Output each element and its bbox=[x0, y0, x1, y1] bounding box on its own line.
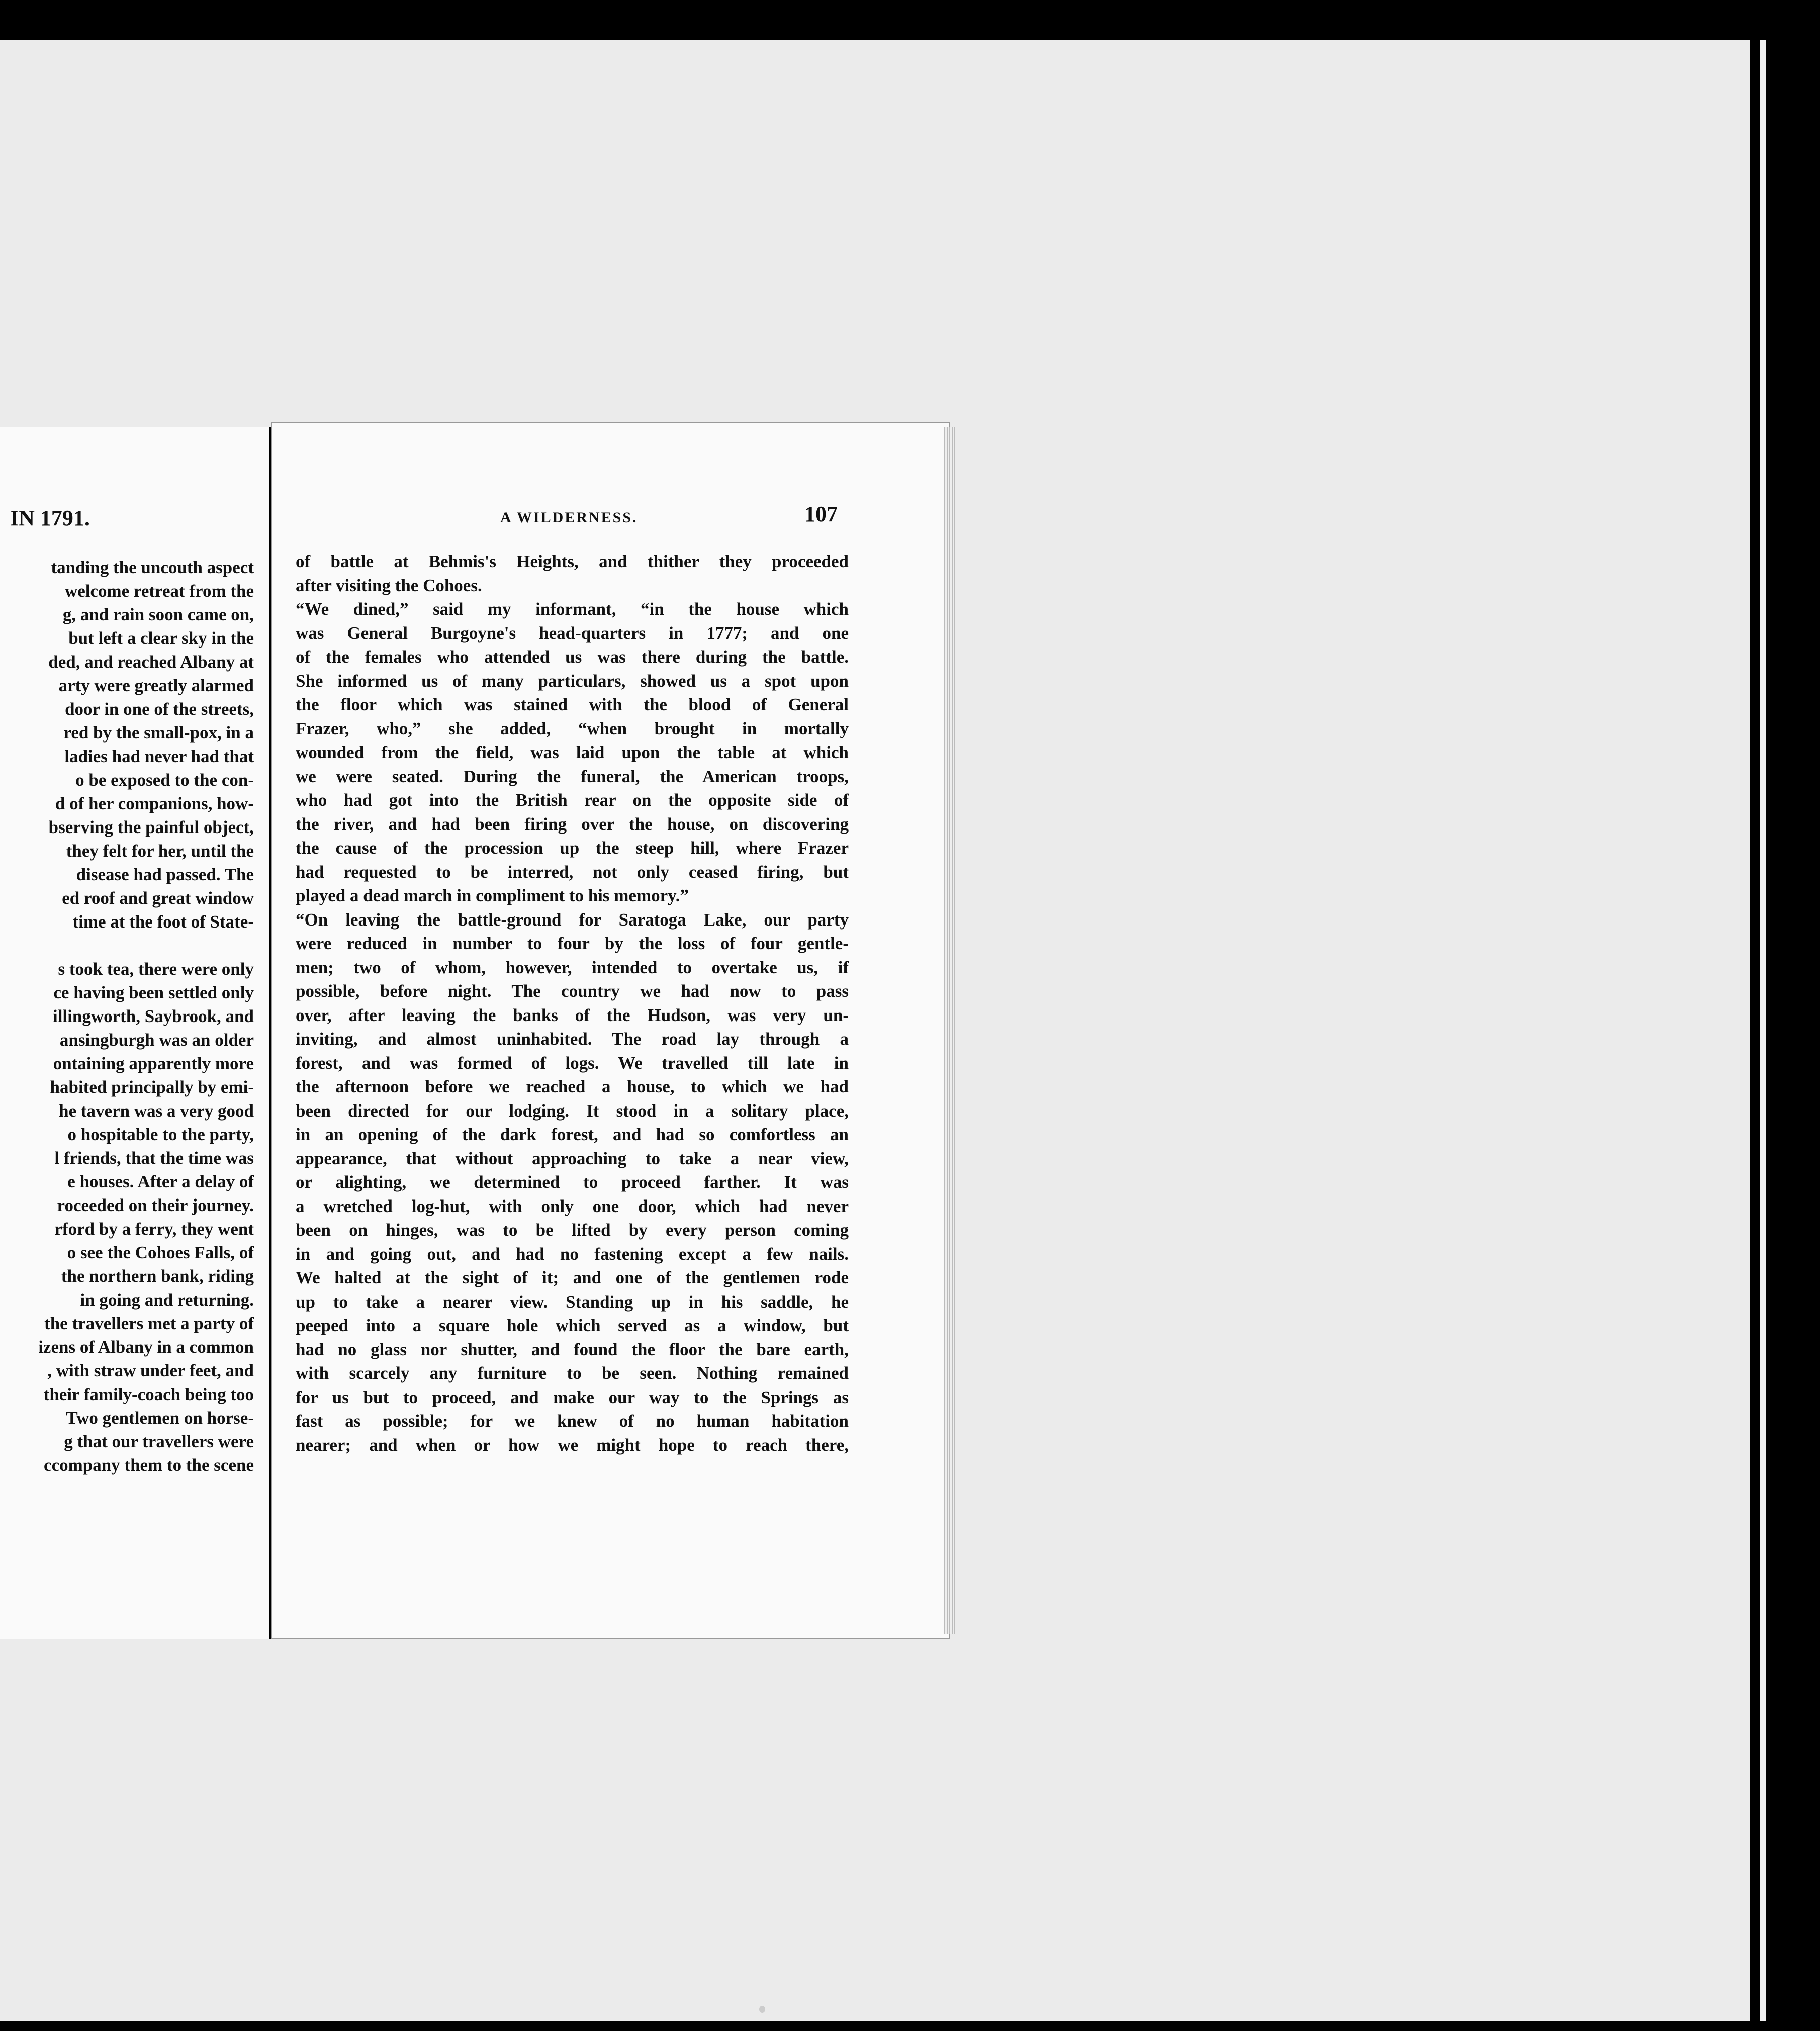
text-line: the northern bank, riding bbox=[61, 1266, 254, 1286]
text-line: d of her companions, how- bbox=[55, 794, 254, 813]
text-line: “We dined,” said my informant, “in the house which bbox=[296, 599, 849, 619]
scan-dot bbox=[759, 2006, 765, 2013]
text-line: in and going out, and had no fastening except a few nails. bbox=[296, 1244, 849, 1264]
text-line: arty were greatly alarmed bbox=[58, 676, 254, 695]
text-line: we were seated. During the funeral, the American troops, bbox=[296, 766, 849, 786]
text-line: had no glass nor shutter, and found the floor the bare earth, bbox=[296, 1339, 849, 1359]
text-line: o hospitable to the party, bbox=[67, 1125, 254, 1144]
text-line: s took tea, there were only bbox=[58, 959, 254, 979]
text-line: of battle at Behmis's Heights, and thither they proceeded bbox=[296, 551, 849, 571]
text-line: ontaining apparently more bbox=[53, 1054, 254, 1073]
text-line: fast as possible; for we knew of no human habitation bbox=[296, 1411, 849, 1431]
text-line: time at the foot of State- bbox=[72, 912, 254, 932]
text-line: the floor which was stained with the blood of General bbox=[296, 695, 849, 714]
text-line: he tavern was a very good bbox=[59, 1101, 254, 1121]
text-line: in going and returning. bbox=[80, 1290, 254, 1310]
text-line: inviting, and almost uninhabited. The road lay through a bbox=[296, 1029, 849, 1049]
text-line: “On leaving the battle-ground for Saratoga Lake, our party bbox=[296, 909, 849, 930]
left-running-head: IN 1791. bbox=[10, 506, 90, 530]
text-line: rford by a ferry, they went bbox=[54, 1219, 254, 1239]
text-line: or alighting, we determined to proceed farther. It was bbox=[296, 1172, 849, 1192]
text-line: was General Burgoyne's head-quarters in 1777; and one bbox=[296, 623, 849, 643]
text-line: over, after leaving the banks of the Hudson, was very un- bbox=[296, 1005, 849, 1025]
text-line: g, and rain soon came on, bbox=[62, 605, 254, 624]
text-line: but left a clear sky in the bbox=[68, 628, 254, 648]
text-line: after visiting the Cohoes. bbox=[296, 575, 482, 595]
text-line: bserving the painful object, bbox=[48, 817, 254, 837]
text-line: ded, and reached Albany at bbox=[48, 652, 254, 672]
text-line: l friends, that the time was bbox=[54, 1148, 254, 1168]
left-page-text bbox=[0, 556, 254, 1477]
text-line: played a dead march in compliment to his memory.” bbox=[296, 886, 689, 905]
text-line: , with straw under feet, and bbox=[47, 1361, 254, 1380]
text-line: of the females who attended us was there during the battle. bbox=[296, 647, 849, 667]
text-line: in an opening of the dark forest, and had so comfortless an bbox=[296, 1125, 849, 1144]
text-line: Two gentlemen on horse- bbox=[66, 1408, 254, 1428]
right-page-text bbox=[296, 549, 849, 1457]
text-line: were reduced in number to four by the loss of four gentle- bbox=[296, 934, 849, 953]
text-line: been directed for our lodging. It stood in a solitary place, bbox=[296, 1100, 849, 1121]
text-line: nearer; and when or how we might hope to reach there, bbox=[296, 1435, 849, 1455]
text-line: roceeded on their journey. bbox=[57, 1195, 254, 1215]
scan-edge bbox=[1760, 40, 1766, 2021]
running-title: A WILDERNESS. bbox=[500, 509, 638, 526]
text-line: Frazer, who,” she added, “when brought in mortally bbox=[296, 718, 849, 738]
text-line: g that our travellers were bbox=[64, 1432, 254, 1451]
text-line: red by the small-pox, in a bbox=[63, 723, 254, 743]
text-line: tanding the uncouth aspect bbox=[51, 558, 254, 577]
text-line: the cause of the procession up the steep hill, where Frazer bbox=[296, 838, 849, 858]
text-line: been on hinges, was to be lifted by every person coming bbox=[296, 1220, 849, 1240]
text-line: ed roof and great window bbox=[62, 888, 254, 908]
text-line: o be exposed to the con- bbox=[75, 770, 254, 790]
text-line: door in one of the streets, bbox=[65, 699, 254, 719]
text-line: We halted at the sight of it; and one of the gentlemen rode bbox=[296, 1268, 849, 1287]
text-line: had requested to be interred, not only ceased firing, but bbox=[296, 862, 849, 882]
text-line: for us but to proceed, and make our way to the Springs as bbox=[296, 1387, 849, 1407]
text-line: ansingburgh was an older bbox=[59, 1030, 254, 1050]
text-line: with scarcely any furniture to be seen. Nothing remained bbox=[296, 1363, 849, 1383]
text-line: izens of Albany in a common bbox=[38, 1337, 254, 1357]
text-line: appearance, that without approaching to take a near view, bbox=[296, 1148, 849, 1168]
text-line: possible, before night. The country we had now to pass bbox=[296, 981, 849, 1001]
text-line: forest, and was formed of logs. We travelled till late in bbox=[296, 1053, 849, 1073]
text-line: ce having been settled only bbox=[53, 983, 254, 1002]
text-line: the travellers met a party of bbox=[44, 1314, 254, 1333]
page-fore-edge bbox=[944, 427, 955, 1634]
text-line: ccompany them to the scene bbox=[44, 1455, 254, 1475]
text-line: wounded from the field, was laid upon the table at which bbox=[296, 743, 849, 762]
text-line: a wretched log-hut, with only one door, which had never bbox=[296, 1196, 849, 1216]
text-line: their family-coach being too bbox=[43, 1384, 254, 1404]
text-line bbox=[0, 934, 254, 957]
text-line: the river, and had been firing over the house, on discovering bbox=[296, 814, 849, 834]
text-line: illingworth, Saybrook, and bbox=[52, 1006, 254, 1026]
text-line: ladies had never had that bbox=[64, 747, 254, 766]
text-line: welcome retreat from the bbox=[64, 581, 254, 601]
text-line: up to take a nearer view. Standing up in his saddle, he bbox=[296, 1291, 849, 1312]
text-line: the afternoon before we reached a house, to which we had bbox=[296, 1077, 849, 1096]
text-line: men; two of whom, however, intended to overtake us, if bbox=[296, 957, 849, 977]
text-line: o see the Cohoes Falls, of bbox=[67, 1243, 254, 1262]
text-line: habited principally by emi- bbox=[50, 1077, 254, 1097]
text-line: e houses. After a delay of bbox=[67, 1172, 254, 1191]
page-number: 107 bbox=[804, 502, 838, 526]
text-line: She informed us of many particulars, showed us a spot upon bbox=[296, 671, 849, 691]
text-line: who had got into the British rear on the opposite side of bbox=[296, 790, 849, 810]
text-line: peeped into a square hole which served as a window, but bbox=[296, 1316, 849, 1335]
text-line: disease had passed. The bbox=[76, 865, 254, 884]
text-line: they felt for her, until the bbox=[66, 841, 254, 861]
